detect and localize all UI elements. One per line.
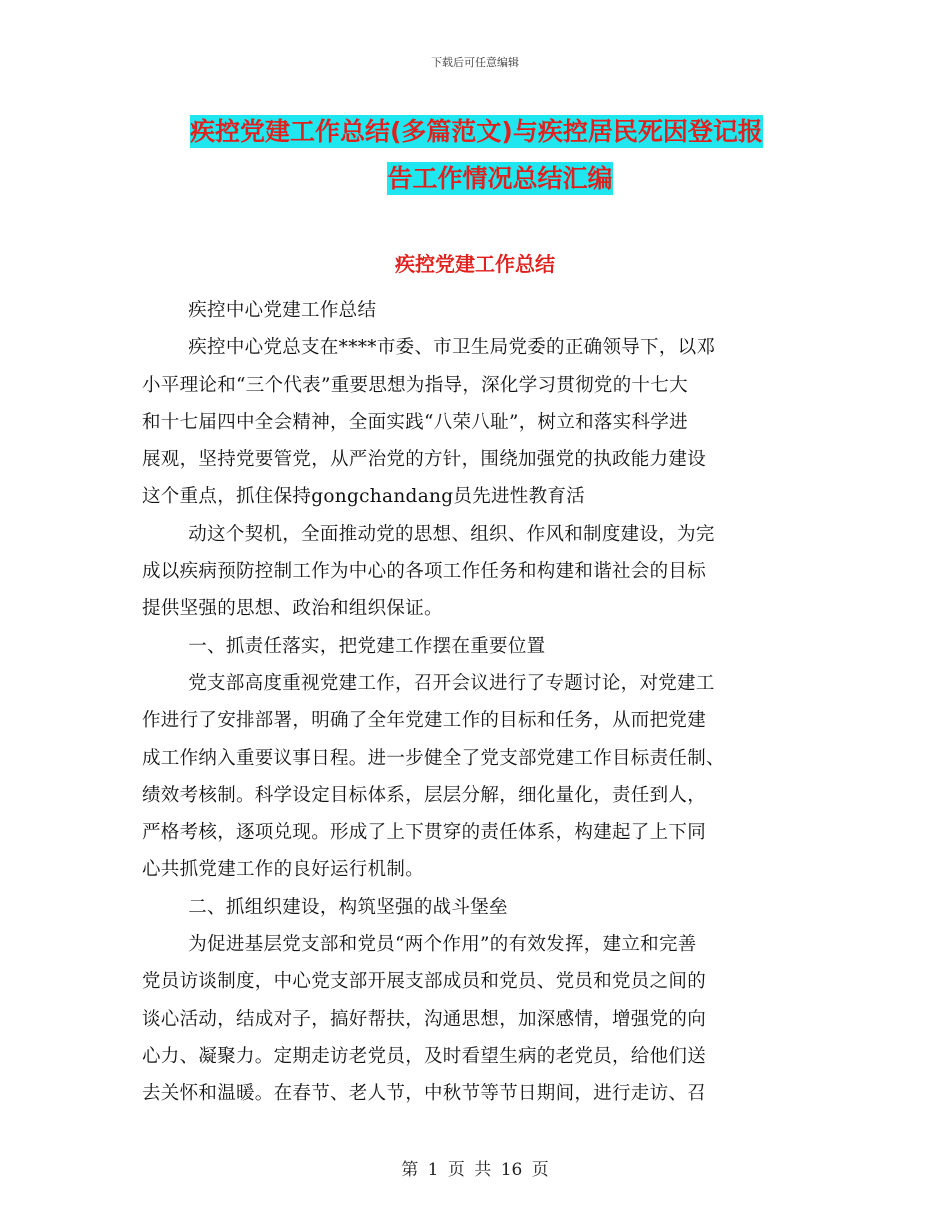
body-line: 党员访谈制度，中心党支部开展支部成员和党员、党员和党员之间的	[142, 971, 707, 993]
document-title-line1: 疾控党建工作总结(多篇范文)与疾控居民死因登记报	[190, 117, 763, 146]
body-line: 心共抓党建工作的良好运行机制。	[142, 859, 425, 881]
body-line: 严格考核，逐项兑现。形成了上下贯穿的责任体系，构建起了上下同	[142, 822, 707, 844]
page-number: 第 1 页 共 16 页	[401, 1160, 549, 1180]
body-line: 去关怀和温暖。在春节、老人节，中秋节等节日期间，进行走访、召	[142, 1083, 707, 1105]
body-text	[142, 292, 812, 1113]
body-line: 这个重点，抓住保持gongchandang员先进性教育活	[142, 486, 585, 508]
body-line: 心力、凝聚力。定期走访老党员，及时看望生病的老党员，给他们送	[142, 1045, 707, 1067]
body-line: 绩效考核制。科学设定目标体系，层层分解，细化量化，责任到人，	[142, 784, 707, 806]
body-line: 动这个契机，全面推动党的思想、组织、作风和制度建设，为完	[188, 523, 715, 545]
body-line: 二、抓组织建设，构筑坚强的战斗堡垒	[188, 896, 508, 918]
body-line: 提供坚强的思想、政治和组织保证。	[142, 598, 443, 620]
body-line: 成工作纳入重要议事日程。进一步健全了党支部党建工作目标责任制、	[142, 747, 725, 769]
body-line: 疾控中心党建工作总结	[188, 300, 377, 321]
body-line: 作进行了安排部署，明确了全年党建工作的目标和任务，从而把党建	[142, 710, 707, 732]
body-line: 和十七届四中全会精神，全面实践“八荣八耻”，树立和落实科学进	[142, 411, 688, 433]
body-line: 为促进基层党支部和党员“两个作用”的有效发挥，建立和完善	[188, 934, 697, 956]
body-line: 成以疾病预防控制工作为中心的各项工作任务和构建和谐社会的目标	[142, 561, 707, 583]
document-title	[190, 108, 810, 202]
body-line: 小平理论和“三个代表”重要思想为指导，深化学习贯彻党的十七大	[142, 374, 688, 396]
body-line: 疾控中心党总支在****市委、市卫生局党委的正确领导下，以邓	[188, 337, 716, 359]
document-title-line2: 告工作情况总结汇编	[387, 164, 613, 193]
body-line: 展观，坚持党要管党，从严治党的方针，围绕加强党的执政能力建设	[142, 449, 707, 471]
body-line: 一、抓责任落实，把党建工作摆在重要位置	[188, 635, 546, 657]
section-title: 疾控党建工作总结	[395, 252, 555, 276]
body-line: 谈心活动，结成对子，搞好帮扶，沟通思想，加深感情，增强党的向	[142, 1008, 707, 1030]
page-header-note: 下载后可任意编辑	[431, 56, 519, 69]
body-line: 党支部高度重视党建工作，召开会议进行了专题讨论，对党建工	[188, 672, 715, 694]
